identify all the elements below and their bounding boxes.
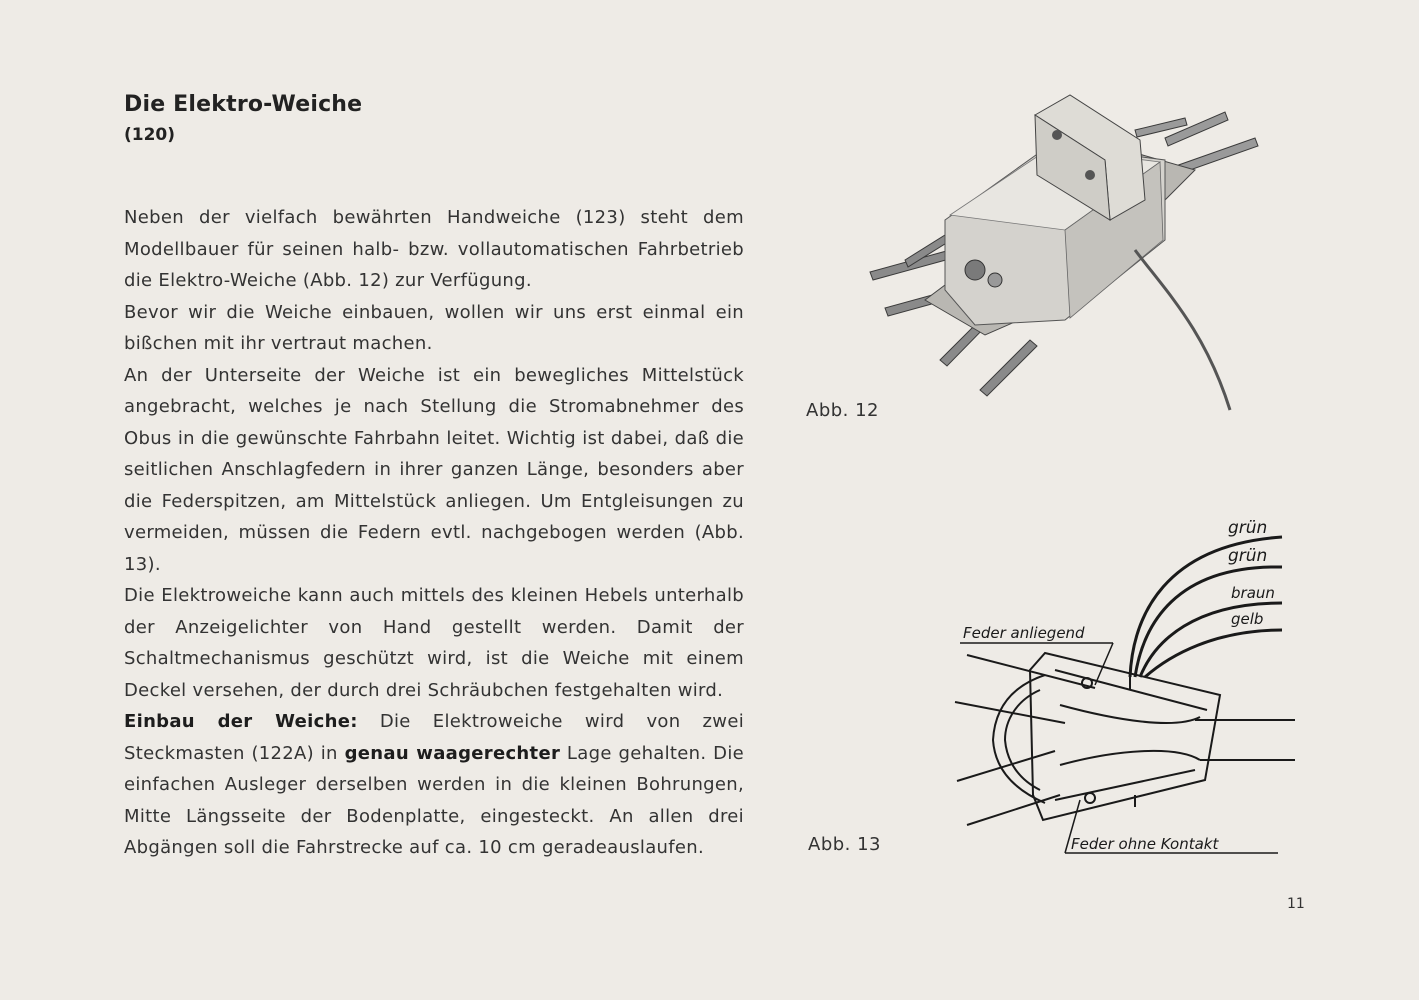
body-text bbox=[124, 202, 744, 864]
installation-emphasis: genau waagerechter bbox=[344, 742, 561, 764]
spring-no-contact-label: Feder ohne Kontakt bbox=[1071, 835, 1219, 853]
wire-label-gruen-1: grün bbox=[1228, 518, 1268, 538]
installation-text-a: Die Elektroweiche wird von zwei Steckmasten (122A) in bbox=[124, 711, 744, 764]
switch-diagram bbox=[945, 505, 1305, 860]
wire-label-braun: braun bbox=[1231, 584, 1275, 602]
wire-label-gelb: gelb bbox=[1231, 610, 1264, 628]
heading bbox=[124, 92, 362, 145]
figure-13-caption: Abb. 13 bbox=[808, 834, 882, 855]
installation-text-b: Lage gehalten. Die einfachen Ausleger derselben werden in die kleinen Bohrungen, Mitte Längsseite der Bodenplatte, eingesteckt. An allen drei Abgängen soll die Fahrstrecke auf ca. 10 cm geradeauslaufen. bbox=[124, 742, 745, 858]
paragraph-intro: Neben der vielfach bewährten Handweiche (123) steht dem Modellbauer für seinen halb- bzw. vollautomatischen Fahrbetrieb die Elektro-Weiche (Abb. 12) zur Verfügung. bbox=[124, 207, 744, 291]
spring-contact-label: Feder anliegend bbox=[963, 624, 1085, 642]
paragraph-installation bbox=[124, 706, 744, 864]
installation-heading: Einbau der Weiche: bbox=[124, 711, 358, 732]
page-title: Die Elektro-Weiche bbox=[124, 92, 363, 117]
paragraph-middle-piece: An der Unterseite der Weiche ist ein bewegliches Mittelstück angebracht, welches je nach Stellung die Stromabnehmer des Obus in die gewünschte Fahrbahn leitet. Wichtig ist dabei, daß die seitlichen Anschlagfedern in ihrer ganzen Länge, besonders aber die Federspitzen, am Mittelstück anliegen. Um Entgleisungen zu vermeiden, müssen die Federn evtl. nachgebogen werden (Abb. 13). bbox=[124, 364, 744, 575]
wire-label-gruen-2: grün bbox=[1228, 546, 1268, 566]
paragraph-before-install: Bevor wir die Weiche einbauen, wollen wir uns erst einmal ein bißchen mit ihr vertraut machen. bbox=[124, 301, 744, 354]
page-number: 11 bbox=[1287, 896, 1305, 912]
switch-photo bbox=[865, 90, 1265, 420]
figure-12-caption: Abb. 12 bbox=[806, 400, 880, 421]
model-number: (120) bbox=[124, 125, 176, 145]
paragraph-manual-switch: Die Elektroweiche kann auch mittels des kleinen Hebels unterhalb der Anzeigelichter von Hand gestellt werden. Damit der Schaltmechanismus geschützt wird, ist die Weiche mit einem Deckel versehen, der durch drei Schräubchen festgehalten wird. bbox=[124, 585, 744, 701]
